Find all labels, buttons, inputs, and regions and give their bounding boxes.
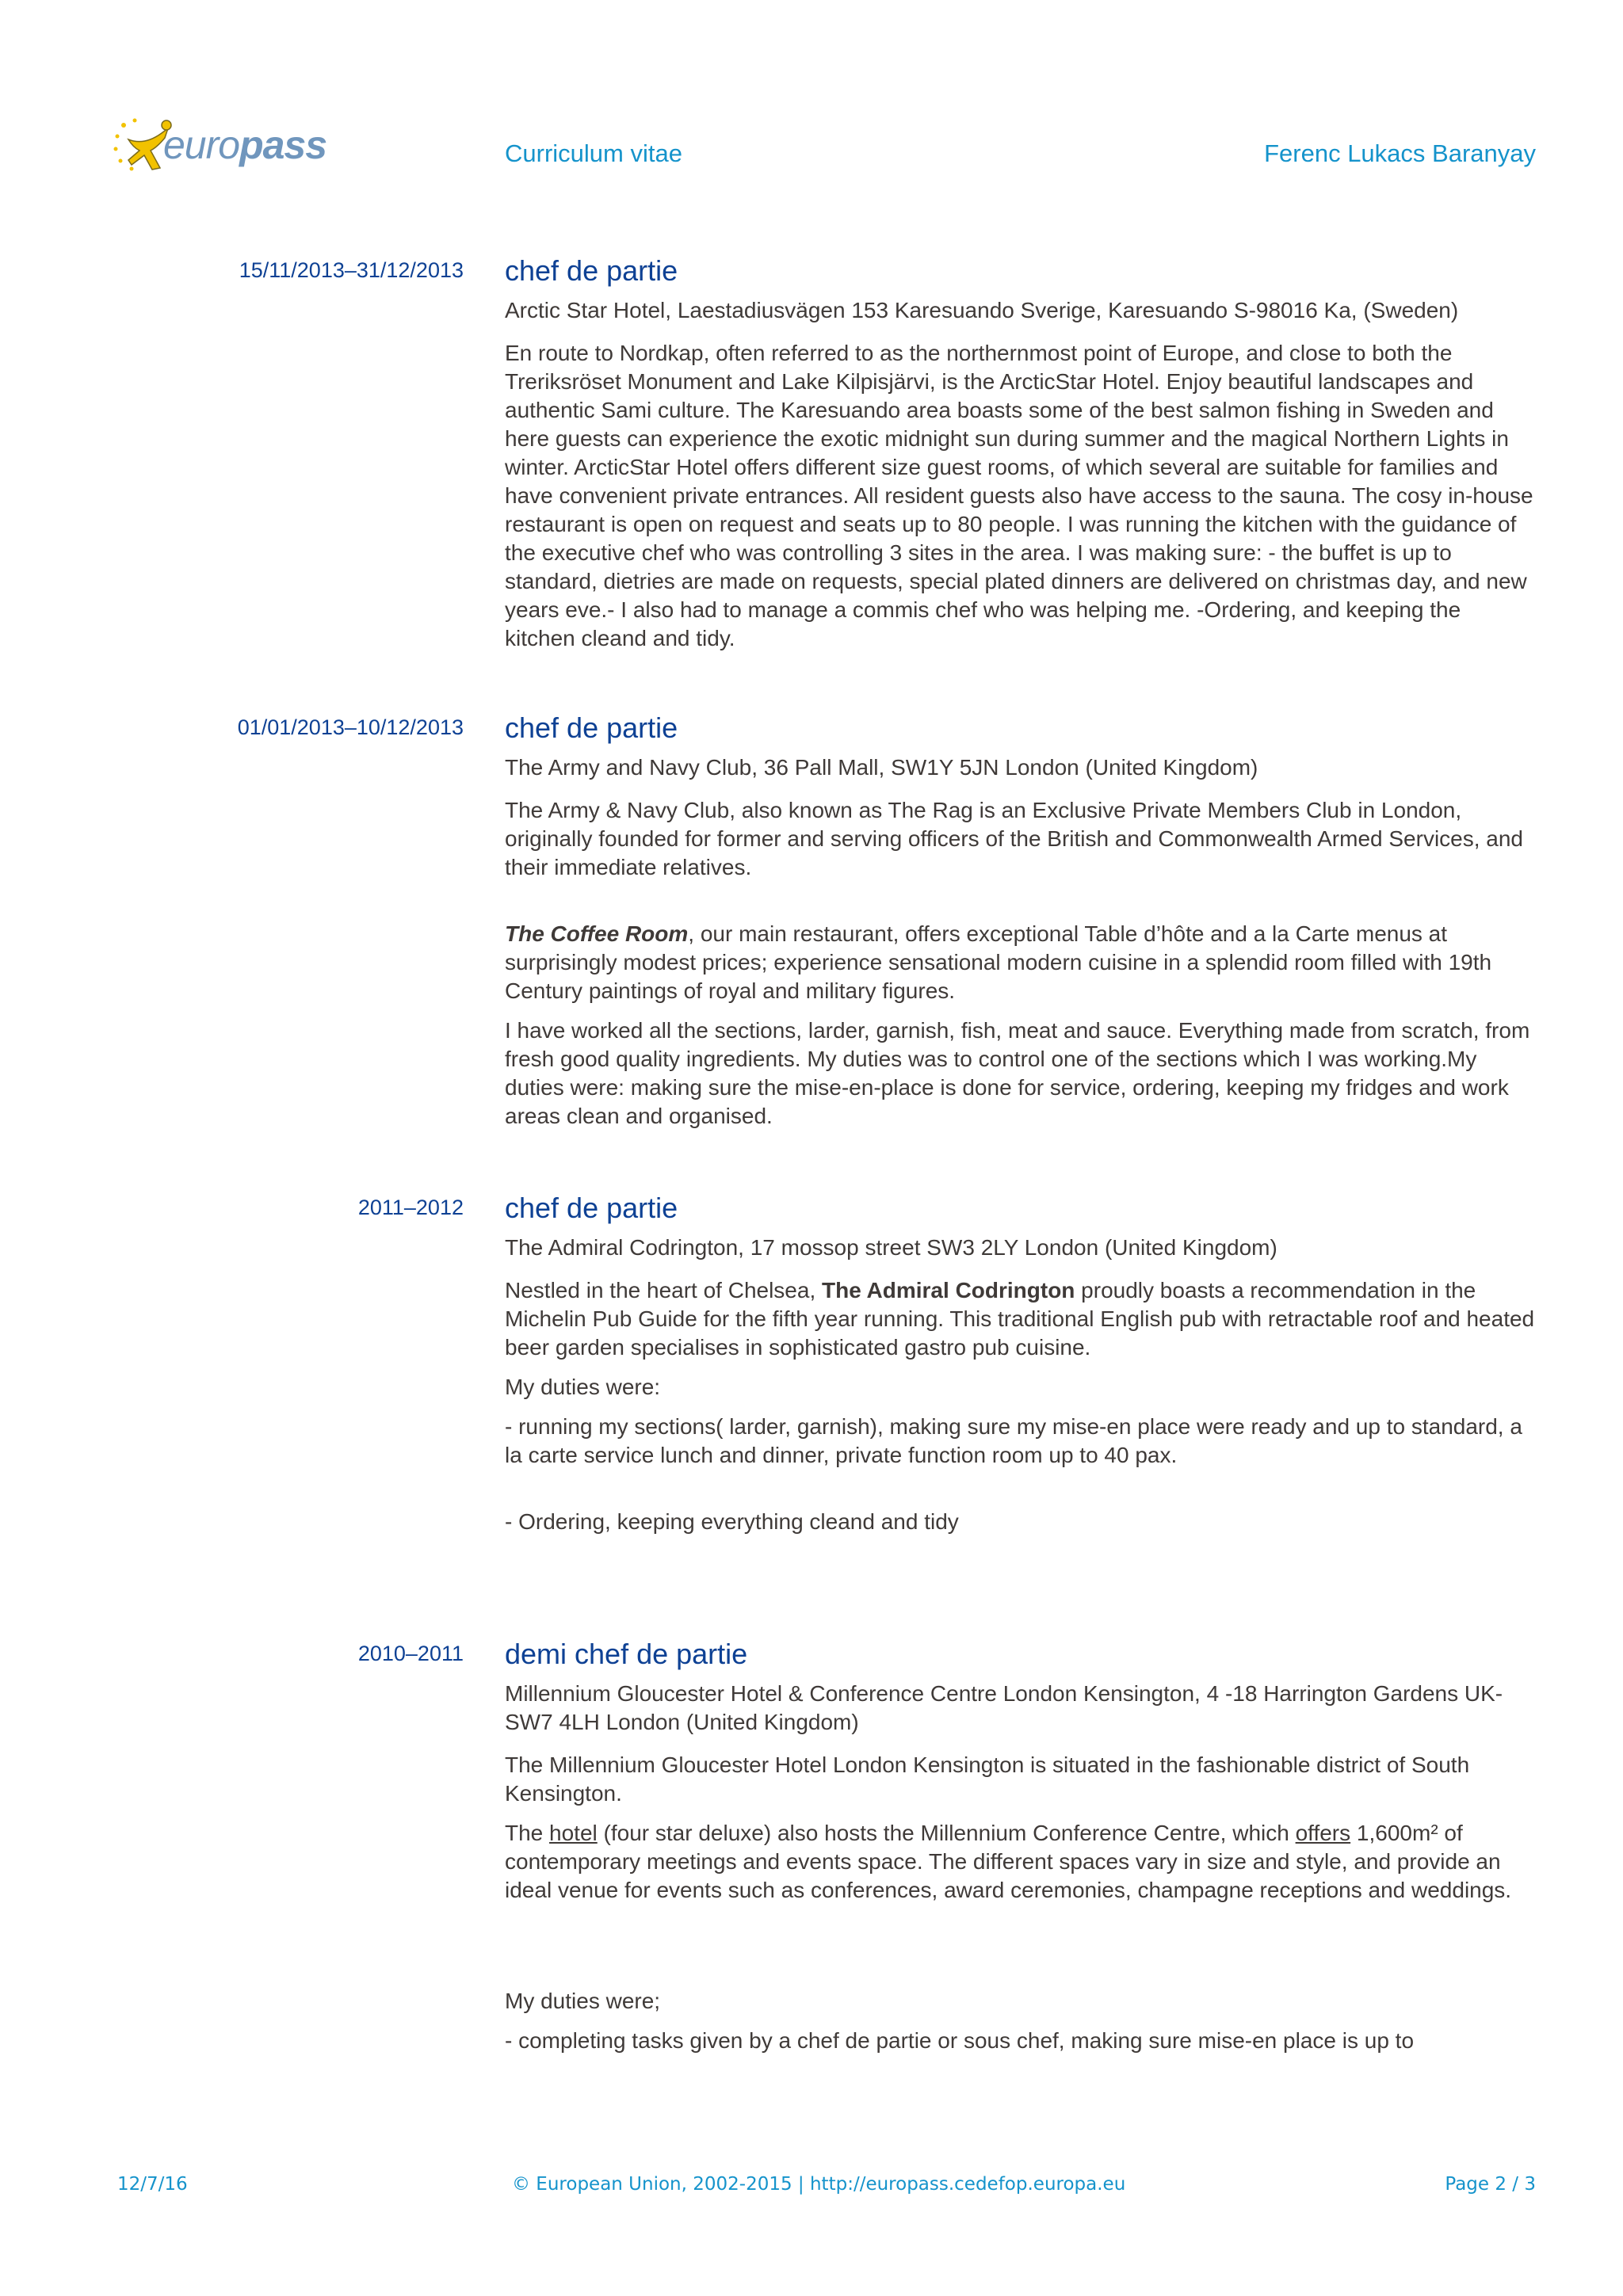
page-number: Page 2 / 3 [1445, 2174, 1536, 2195]
person-name: Ferenc Lukacs Baranyay [1264, 139, 1536, 167]
job-title: chef de partie [505, 711, 678, 744]
job-title: chef de partie [505, 1192, 678, 1224]
description-paragraph: The Millennium Gloucester Hotel London Kensington is situated in the fashionable district of South Kensington. [505, 1753, 1470, 1806]
europass-wordmark: europass [163, 123, 327, 167]
description-paragraph: My duties were; [505, 1989, 661, 2013]
hotel-link[interactable]: hotel [549, 1821, 598, 1845]
employer: The Army and Navy Club, 36 Pall Mall, SW1Y 5JN London (United Kingdom) [505, 755, 1258, 780]
description-paragraph: I have worked all the sections, larder, garnish, fish, meat and sauce. Everything made from scratch, from fresh good quality ingredients. My duties was to control one of the sections which I was working.My duties were: making sure the mise-en-place is done for service, ordering, keeping my fridges and work areas clean and organised. [505, 1018, 1530, 1128]
description-paragraph: En route to Nordkap, often referred to as the northernmost point of Europe, and close to both the Treriksröset Monument and Lake Kilpisjärvi, is the ArcticStar Hotel. Enjoy beautiful landscapes and authentic Sami culture. The Karesuando area boasts some of the best salmon fishing in Sweden and here guests can experience the exotic midnight sun during summer and the magical Northern Lights in winter. ArcticStar Hotel offers different size guest rooms, of which several are suitable for families and have convenient private entrances. All resident guests also have access to the sauna. The cosy in-house restaurant is open on request and seats up to 80 people. I was running the kitchen with the guidance of the executive chef who was controlling 3 sites in the area. I was making sure: - the buffet is up to standard, dietries are made on requests, special plated dinners are delivered on christmas day, and new years eve.- I also had to manage a commis chef who was helping me. -Ordering, and keeping the kitchen cleand and tidy. [505, 341, 1533, 650]
restaurant-name: The Admiral Codrington [822, 1278, 1075, 1302]
description-paragraph: The hotel (four star deluxe) also hosts the Millennium Conference Centre, which offers 1,600m² of contemporary meetings and events space. The different spaces vary in size and style, and provide an ideal venue for events such as conferences, award ceremonies, champagne receptions and weddings. [505, 1821, 1512, 1902]
entry-dates: 2011–2012 [357, 1196, 464, 1219]
description-paragraph: The Coffee Room, our main restaurant, offers exceptional Table d’hôte and a la Carte menus at surprisingly modest prices; experience sensational modern cuisine in a splendid room filled with 19th Century paintings of royal and military figures. [505, 921, 1492, 1003]
offers-link[interactable]: offers [1295, 1821, 1351, 1845]
job-title: demi chef de partie [505, 1638, 748, 1670]
employer: The Admiral Codrington, 17 mossop street SW3 2LY London (United Kingdom) [505, 1235, 1277, 1260]
footer-date: 12/7/16 [117, 2174, 188, 2195]
page-header [0, 0, 1623, 206]
description-paragraph: - Ordering, keeping everything cleand and tidy [505, 1509, 959, 1534]
entry-dates: 01/01/2013–10/12/2013 [237, 715, 464, 739]
entry-dates: 2010–2011 [357, 1642, 464, 1665]
job-title: chef de partie [505, 254, 678, 287]
description-paragraph: - running my sections( larder, garnish), making sure my mise-en place were ready and up to standard, a la carte service lunch and dinner, private function room up to 40 pax. [505, 1414, 1522, 1467]
description-paragraph: The Army & Navy Club, also known as The Rag is an Exclusive Private Members Club in London, originally founded for former and serving officers of the British and Commonwealth Armed Services, and their immediate relatives. [505, 798, 1524, 879]
document-type-label: Curriculum vitae [505, 139, 682, 167]
description-paragraph: - completing tasks given by a chef de partie or sous chef, making sure mise-en place is up to [505, 2028, 1415, 2053]
footer-copyright-link[interactable]: © European Union, 2002-2015 | http://europass.cedefop.europa.eu [512, 2174, 1126, 2195]
description-paragraph: Nestled in the heart of Chelsea, The Admiral Codrington proudly boasts a recommendation in the Michelin Pub Guide for the fifth year running. This traditional English pub with retractable roof and heated beer garden specialises in sophisticated gastro pub cuisine. [505, 1278, 1535, 1360]
europass-logo [113, 116, 342, 187]
entry-dates: 15/11/2013–31/12/2013 [239, 258, 464, 282]
employer: Millennium Gloucester Hotel & Conference Centre London Kensington, 4 -18 Harrington Gardens UK-SW7 4LH London (United Kingdom) [505, 1681, 1503, 1734]
employer: Arctic Star Hotel, Laestadiusvägen 153 Karesuando Sverige, Karesuando S-98016 Ka, (Sweden) [505, 298, 1459, 322]
description-paragraph: My duties were: [505, 1375, 661, 1399]
restaurant-name: The Coffee Room [505, 921, 689, 946]
